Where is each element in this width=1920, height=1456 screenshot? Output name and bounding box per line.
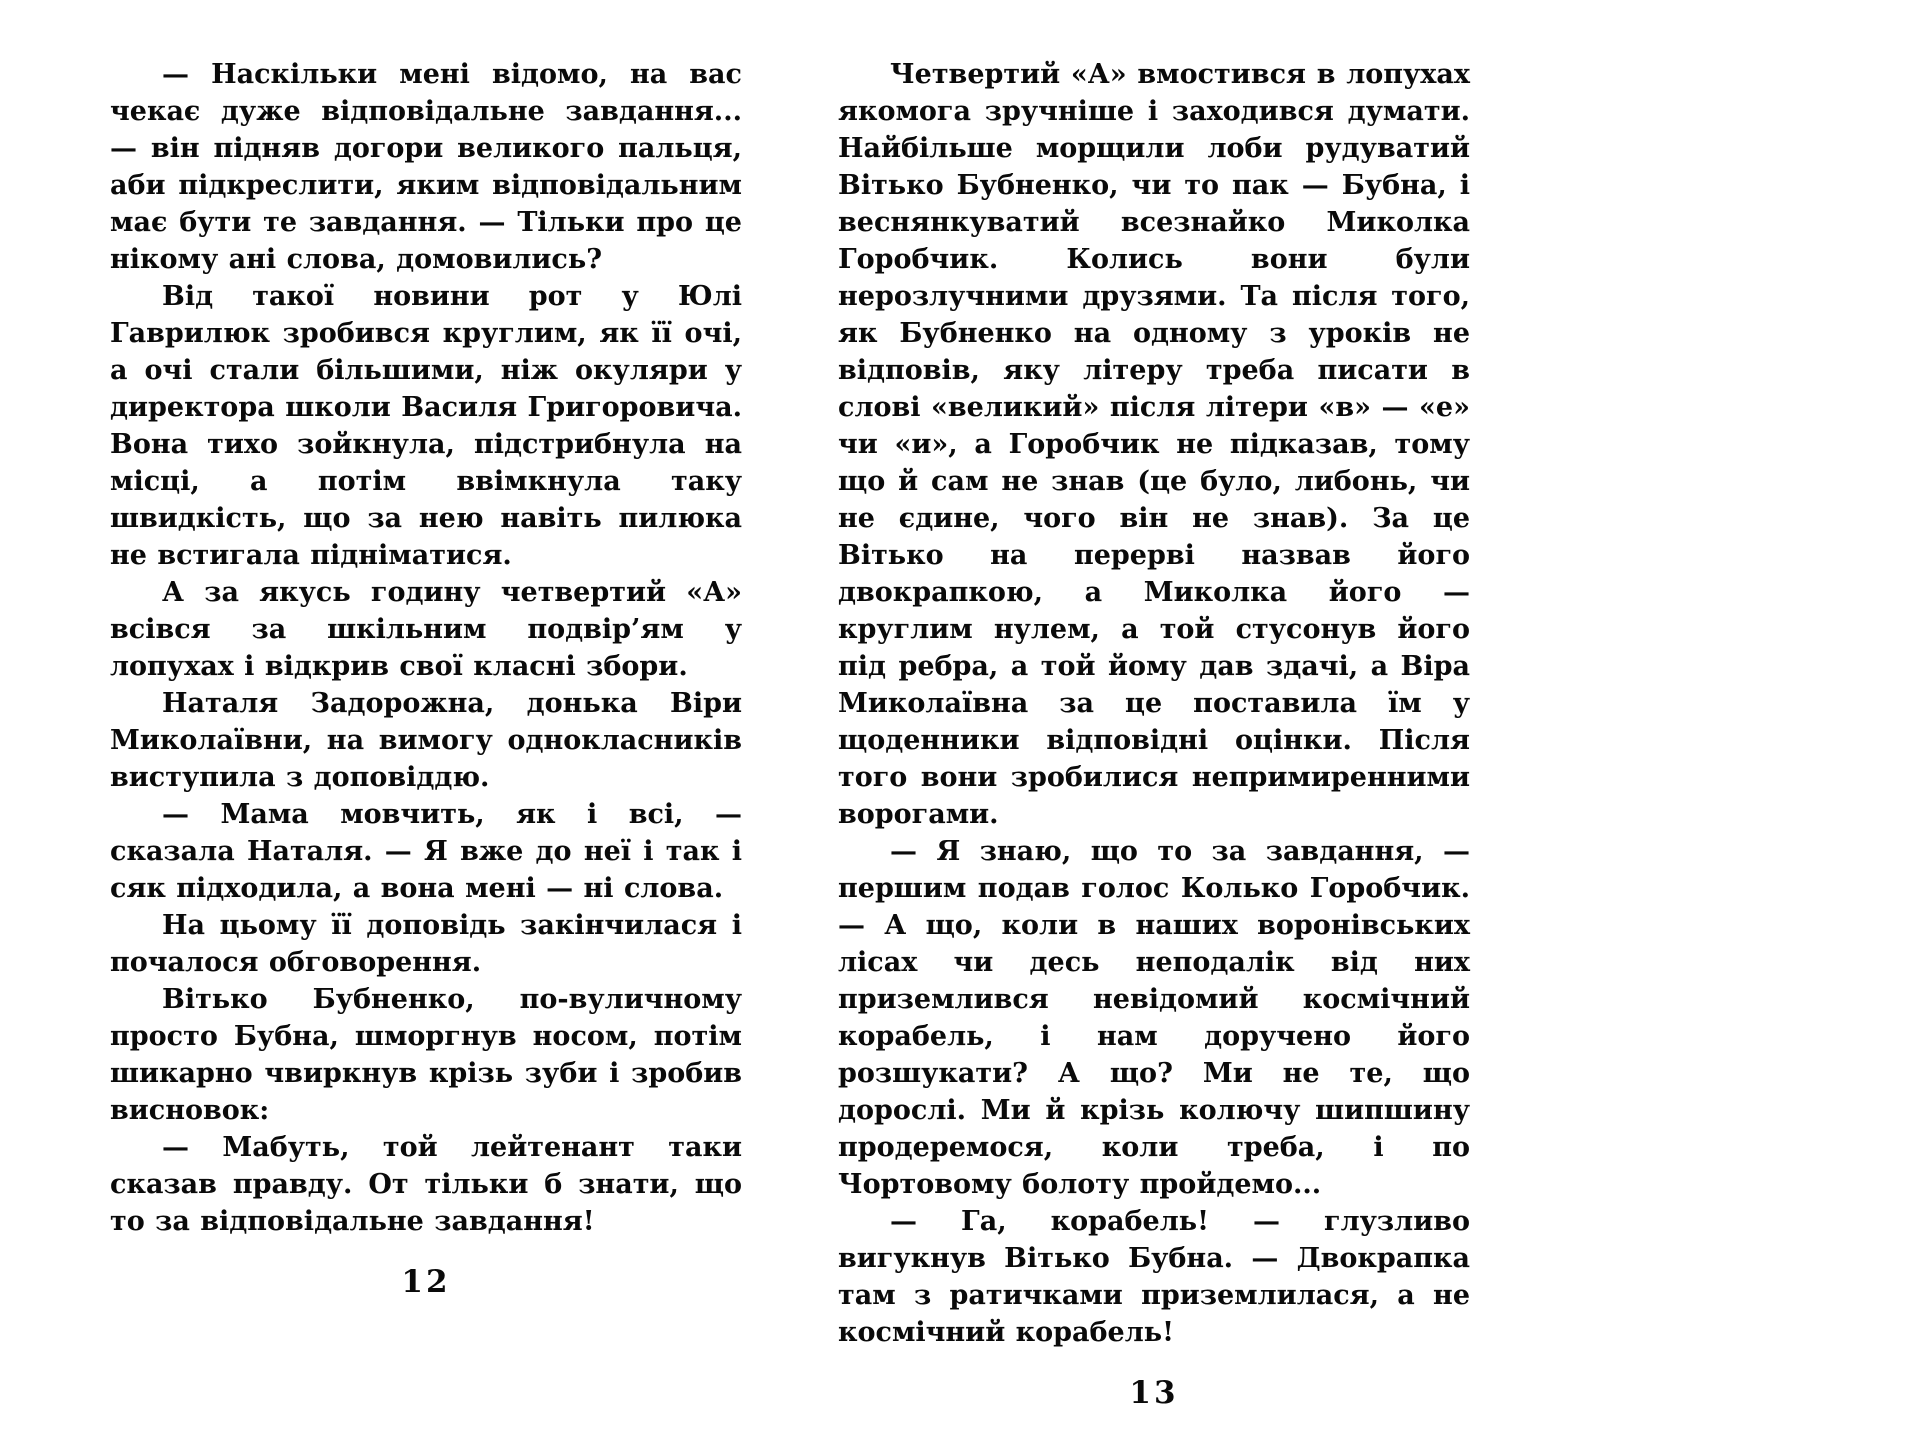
- page-right-text: [838, 56, 1470, 1351]
- paragraph: Наталя Задорожна, донька Віри Миколаївни, на вимогу однокласників виступила з доповіддю.: [110, 688, 742, 793]
- page-number-left: 12: [401, 1264, 451, 1300]
- paragraph: — Мама мовчить, як і всі, — сказала Наталя. — Я вже до неї і так і сяк підходила, а вона мені — ні слова.: [110, 799, 742, 904]
- page-number-right: 13: [1129, 1375, 1179, 1411]
- paragraph: — Мабуть, той лейтенант таки сказав правду. От тільки б знати, що то за відповідальне завдання!: [110, 1132, 742, 1237]
- paragraph: Від такої новини рот у Юлі Гаврилюк зробився круглим, як її очі, а очі стали більшими, ніж окуляри у директора школи Василя Григоровича. Вона тихо зойкнула, підстрибнула на місці, а потім ввімкнула таку швидкість, що за нею навіть пилюка не встигала підніматися.: [110, 281, 742, 571]
- paragraph: — Я знаю, що то за завдання, — першим подав голос Колько Горобчик. — А що, коли в наших воронівських лісах чи десь неподалік від них приземлився невідомий космічний корабель, і нам доручено його розшукати? А що? Ми не те, що дорослі. Ми й крізь колючу шипшину продеремося, коли треба, і по Чортовому болоту пройдемо...: [838, 836, 1470, 1200]
- paragraph: А за якусь годину четвертий «А» всівся за шкільним подвір’ям у лопухах і відкрив свої класні збори.: [110, 577, 742, 682]
- paragraph: — Наскільки мені відомо, на вас чекає дуже відповідальне завдання... — він підняв догори великого пальця, аби підкреслити, яким відповідальним має бути те завдання. — Тільки про це нікому ані слова, домовились?: [110, 59, 742, 275]
- paragraph: Четвертий «А» вмостився в лопухах якомога зручніше і заходився думати. Найбільше морщили лоби рудуватий Вітько Бубненко, чи то пак — Бубна, і веснянкуватий всезнайко Миколка Горобчик. Колись вони були нерозлучними друзями. Та після того, як Бубненко на одному з уроків не відповів, яку літеру треба писати в слові «великий» після літери «в» — «е» чи «и», а Горобчик не підказав, тому що й сам не знав (це було, либонь, чи не єдине, чого він не знав). За це Вітько на перерві назвав його двокрапкою, а Миколка його — круглим нулем, а той стусонув його під ребра, а той йому дав здачі, а Віра Миколаївна за це поставила їм у щоденники відповідні оцінки. Після того вони зробилися непримиренними ворогами.: [838, 59, 1470, 830]
- paragraph: — Га, корабель! — глузливо вигукнув Вітько Бубна. — Двокрапка там з ратичками приземлилася, а не космічний корабель!: [838, 1206, 1470, 1348]
- paragraph: Вітько Бубненко, по-вуличному просто Бубна, шморгнув носом, потім шикарно чвиркнув крізь зуби і зробив висновок:: [110, 984, 742, 1126]
- page-left-text: [110, 56, 742, 1240]
- paragraph: На цьому її доповідь закінчилася і почалося обговорення.: [110, 910, 742, 978]
- page-left: [110, 0, 742, 1300]
- page-right: [838, 0, 1470, 1411]
